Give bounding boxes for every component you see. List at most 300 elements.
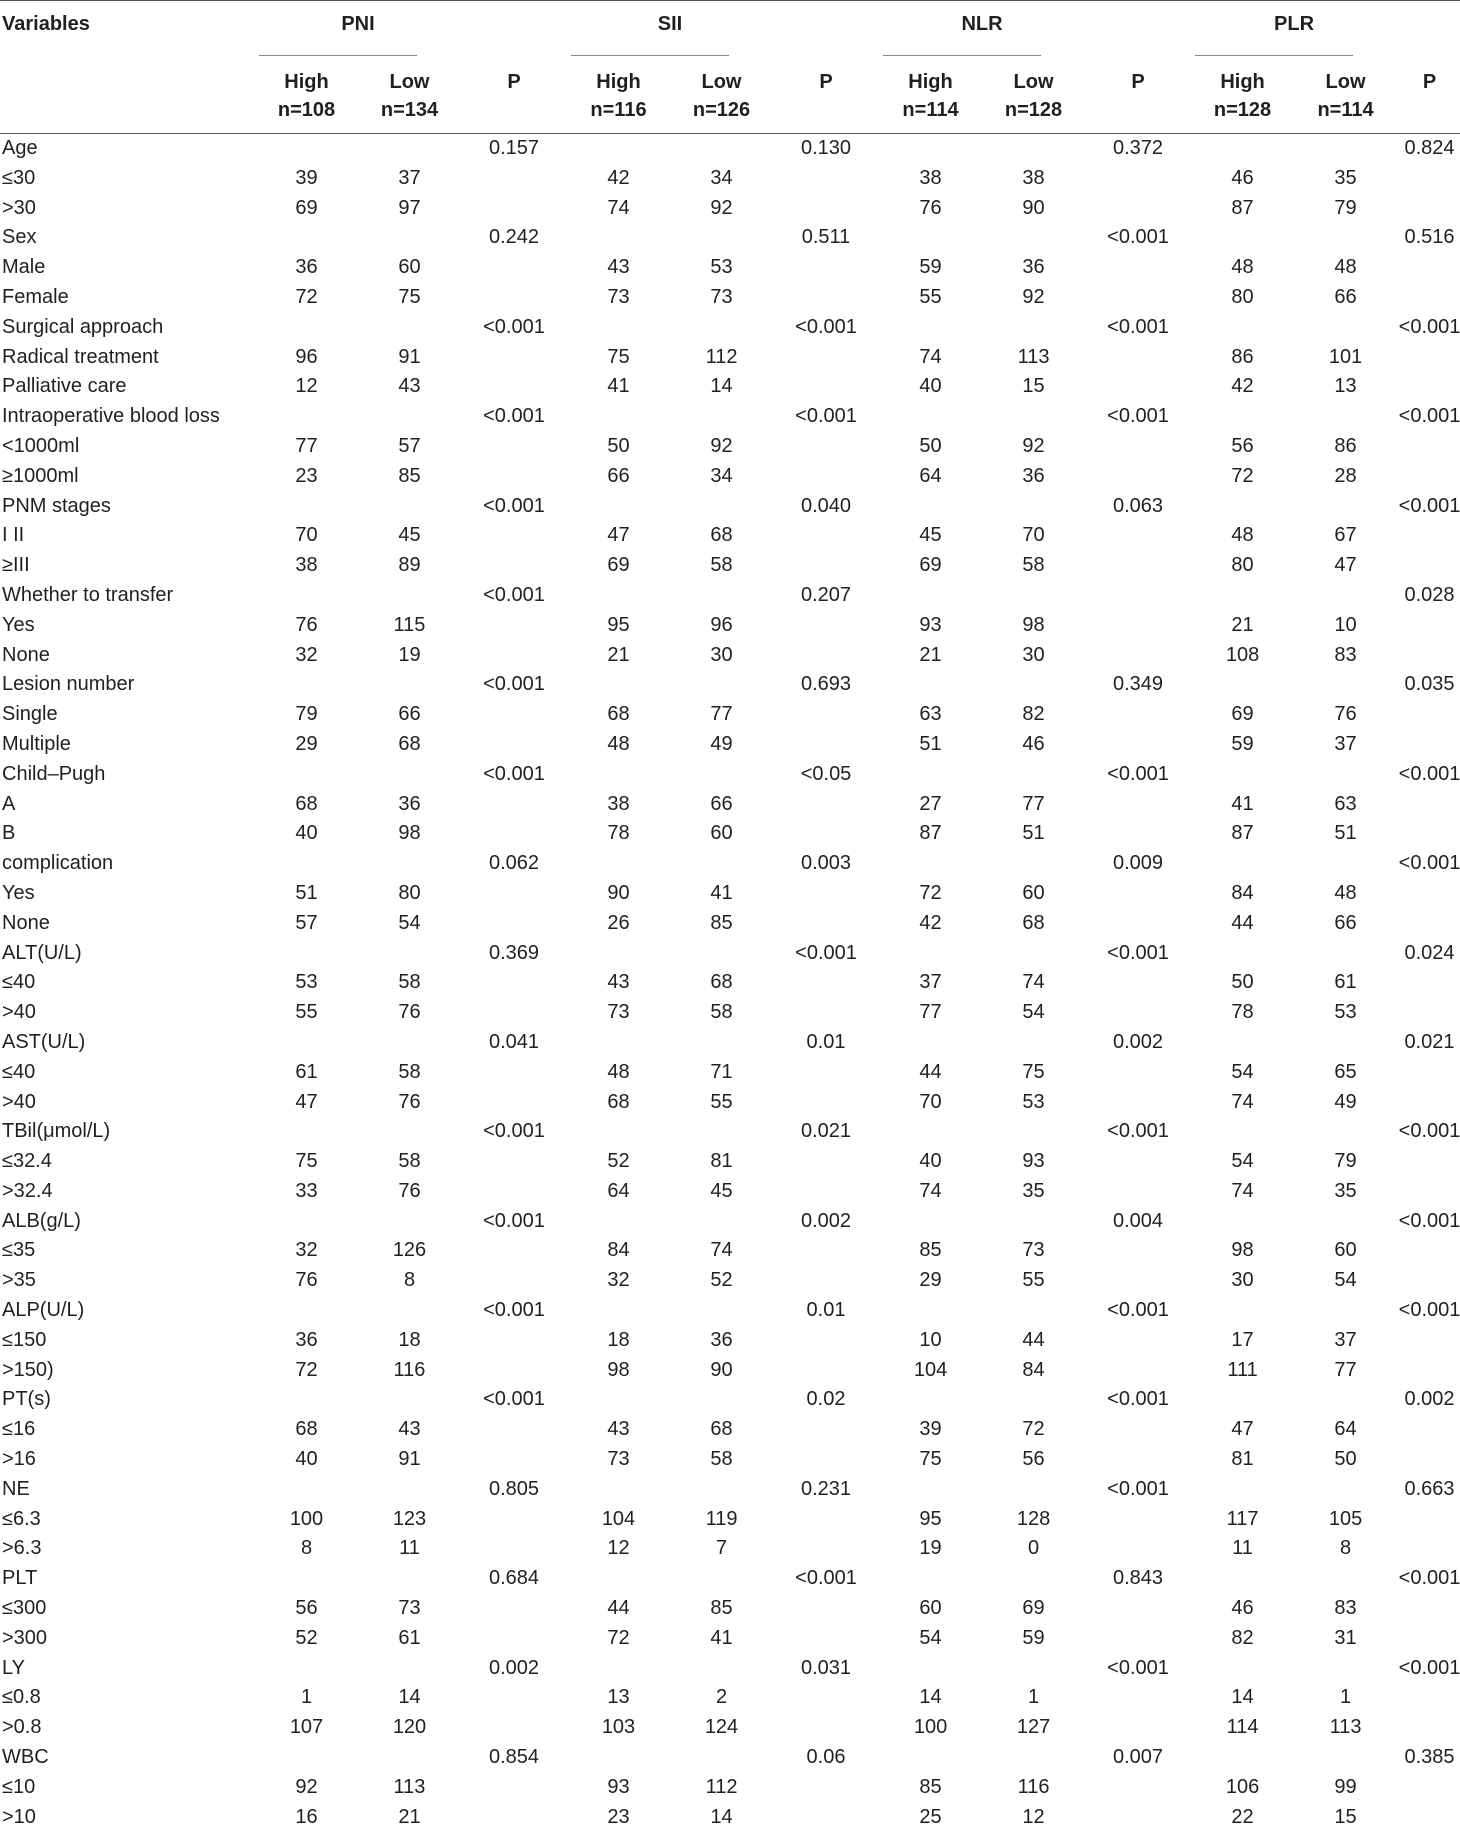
p-value-cell bbox=[1085, 730, 1191, 760]
p-value-cell bbox=[773, 1445, 879, 1475]
count-cell bbox=[567, 939, 670, 969]
p-value-cell bbox=[461, 700, 567, 730]
p-value-cell bbox=[461, 372, 567, 402]
p-value-cell bbox=[1397, 611, 1460, 641]
count-cell: 56 bbox=[1022, 1448, 1045, 1471]
count-cell: 75 bbox=[919, 1448, 942, 1471]
count-cell: 31 bbox=[1334, 1626, 1357, 1649]
count-cell: 108 bbox=[1225, 643, 1260, 666]
p-value-cell: 0.002 bbox=[1404, 1388, 1455, 1411]
table-row bbox=[0, 134, 1460, 164]
p-value-cell: 0.157 bbox=[488, 137, 540, 159]
count-cell: 126 bbox=[392, 1239, 427, 1262]
p-value-cell bbox=[1085, 819, 1191, 849]
count-cell: 21 bbox=[1231, 613, 1254, 636]
count-cell: 119 bbox=[705, 1507, 738, 1530]
count-cell: 54 bbox=[1022, 1001, 1045, 1024]
p-value-cell bbox=[1085, 611, 1191, 641]
count-cell: 95 bbox=[607, 613, 630, 636]
count-cell: 79 bbox=[1334, 1150, 1357, 1173]
count-cell bbox=[567, 1117, 670, 1147]
count-cell: 36 bbox=[398, 792, 421, 815]
count-cell bbox=[982, 223, 1085, 253]
p-value-cell: 0.805 bbox=[488, 1477, 540, 1500]
count-cell: 11 bbox=[399, 1537, 420, 1560]
p-value-cell: <0.001 bbox=[1107, 1656, 1169, 1679]
count-cell: 47 bbox=[295, 1090, 318, 1113]
count-cell bbox=[670, 402, 773, 432]
count-cell: 100 bbox=[289, 1507, 324, 1530]
variable-cell: None bbox=[2, 911, 50, 934]
count-cell: 26 bbox=[607, 911, 630, 934]
variable-cell: Surgical approach bbox=[2, 315, 164, 338]
count-cell bbox=[567, 402, 670, 432]
count-cell bbox=[670, 1296, 773, 1326]
count-cell bbox=[670, 134, 773, 164]
count-cell: 58 bbox=[398, 1150, 421, 1173]
count-cell: 76 bbox=[1334, 703, 1357, 726]
count-cell bbox=[670, 1385, 773, 1415]
count-cell: 83 bbox=[1334, 1597, 1357, 1620]
count-cell bbox=[1294, 492, 1397, 522]
count-cell: 44 bbox=[607, 1597, 630, 1620]
count-cell: 120 bbox=[392, 1716, 427, 1739]
count-cell: 16 bbox=[295, 1805, 318, 1828]
count-cell: 14 bbox=[710, 375, 733, 398]
table-row bbox=[0, 492, 1460, 522]
p-value-cell bbox=[1397, 790, 1460, 820]
p-value-cell: <0.001 bbox=[1398, 1656, 1460, 1679]
p-value-cell bbox=[773, 641, 879, 671]
count-cell: 42 bbox=[1231, 375, 1254, 398]
count-cell bbox=[982, 1654, 1085, 1684]
count-cell: 60 bbox=[1022, 881, 1045, 904]
count-cell bbox=[670, 1743, 773, 1773]
count-cell: 43 bbox=[607, 971, 630, 994]
count-cell: 41 bbox=[710, 1626, 733, 1649]
p-value-cell bbox=[1397, 1177, 1460, 1207]
count-cell: 14 bbox=[710, 1805, 733, 1828]
count-cell: 80 bbox=[1231, 285, 1254, 308]
p-value-cell: <0.001 bbox=[483, 315, 545, 338]
p-value-cell bbox=[1085, 790, 1191, 820]
count-cell: 38 bbox=[1022, 166, 1045, 189]
p-value-cell bbox=[461, 343, 567, 373]
p-value-cell bbox=[1085, 551, 1191, 581]
p-value-cell bbox=[773, 1058, 879, 1088]
count-cell bbox=[982, 1207, 1085, 1237]
count-cell: 68 bbox=[710, 971, 733, 994]
count-cell: 27 bbox=[919, 792, 942, 815]
p-value-cell bbox=[461, 253, 567, 283]
count-cell: 91 bbox=[398, 345, 421, 368]
variable-cell: complication bbox=[2, 852, 114, 875]
count-cell: 85 bbox=[919, 1239, 942, 1262]
count-cell bbox=[358, 1475, 461, 1505]
variable-cell: >40 bbox=[2, 1090, 36, 1113]
count-cell: 72 bbox=[607, 1626, 630, 1649]
count-cell: 75 bbox=[398, 285, 421, 308]
count-cell: 36 bbox=[295, 1328, 318, 1351]
p-value-cell bbox=[773, 909, 879, 939]
variable-cell: PNM stages bbox=[2, 494, 111, 517]
table-row bbox=[0, 1505, 1460, 1535]
count-cell: 113 bbox=[393, 1775, 426, 1798]
count-cell: 32 bbox=[295, 1239, 318, 1262]
variable-cell: ≤40 bbox=[2, 1060, 36, 1083]
count-cell bbox=[1294, 134, 1397, 164]
count-cell bbox=[255, 939, 358, 969]
p-value-cell bbox=[1397, 1415, 1460, 1445]
count-cell bbox=[670, 1654, 773, 1684]
count-cell bbox=[879, 223, 982, 253]
p-value-cell: 0.511 bbox=[801, 226, 851, 249]
p-value-cell: 0.007 bbox=[1113, 1746, 1164, 1769]
p-value-cell: <0.001 bbox=[483, 762, 545, 785]
count-cell bbox=[982, 1117, 1085, 1147]
p-value-cell bbox=[773, 1177, 879, 1207]
variable-cell: Sex bbox=[2, 226, 37, 249]
count-cell bbox=[982, 1564, 1085, 1594]
count-cell: 45 bbox=[710, 1179, 733, 1202]
p-value-cell bbox=[1085, 1773, 1191, 1803]
count-cell: 18 bbox=[607, 1328, 630, 1351]
p-value-cell bbox=[1397, 909, 1460, 939]
p-value-cell: 0.002 bbox=[488, 1656, 540, 1679]
p-value-cell: 0.031 bbox=[800, 1656, 852, 1679]
p-value-cell bbox=[461, 1713, 567, 1743]
count-cell: 64 bbox=[607, 1179, 630, 1202]
table-row bbox=[0, 343, 1460, 373]
p-value-cell: <0.001 bbox=[1398, 494, 1460, 517]
p-value-cell bbox=[1397, 1624, 1460, 1654]
p-value-cell bbox=[461, 879, 567, 909]
p-value-cell bbox=[773, 790, 879, 820]
count-cell: 57 bbox=[295, 911, 318, 934]
table-row bbox=[0, 730, 1460, 760]
p-value-cell: 0.062 bbox=[488, 852, 540, 875]
count-cell: 40 bbox=[295, 822, 318, 845]
count-cell: 76 bbox=[398, 1179, 421, 1202]
count-cell bbox=[1191, 223, 1294, 253]
p-value-cell bbox=[1085, 194, 1191, 224]
count-cell bbox=[358, 1028, 461, 1058]
count-cell: 77 bbox=[919, 1001, 942, 1024]
variable-cell: >40 bbox=[2, 1001, 36, 1024]
table-body bbox=[0, 134, 1460, 1833]
p-value-cell bbox=[1397, 521, 1460, 551]
p-value-cell bbox=[461, 611, 567, 641]
count-cell bbox=[358, 1207, 461, 1237]
variable-cell: >35 bbox=[2, 1269, 36, 1292]
count-cell: 58 bbox=[710, 554, 733, 577]
count-cell: 73 bbox=[607, 1448, 630, 1471]
p-value-cell bbox=[1085, 909, 1191, 939]
count-cell bbox=[358, 492, 461, 522]
variable-cell: ≥III bbox=[2, 554, 30, 577]
count-cell: 33 bbox=[295, 1179, 318, 1202]
count-cell: 13 bbox=[1334, 375, 1357, 398]
count-cell: 66 bbox=[607, 464, 630, 487]
count-cell: 116 bbox=[393, 1358, 426, 1381]
table-row bbox=[0, 1713, 1460, 1743]
count-cell: 11 bbox=[1232, 1537, 1253, 1560]
p-value-cell: 0.369 bbox=[488, 941, 540, 964]
p-value-cell bbox=[773, 1534, 879, 1564]
count-cell bbox=[670, 670, 773, 700]
count-cell: 0 bbox=[1027, 1537, 1040, 1560]
count-cell bbox=[1294, 313, 1397, 343]
count-cell: 115 bbox=[393, 613, 426, 636]
p-value-cell bbox=[1397, 641, 1460, 671]
count-cell bbox=[255, 313, 358, 343]
count-cell: 52 bbox=[710, 1269, 733, 1292]
count-cell: 90 bbox=[1022, 196, 1045, 219]
table-row bbox=[0, 164, 1460, 194]
p-value-cell bbox=[1397, 968, 1460, 998]
count-cell: 72 bbox=[1231, 464, 1254, 487]
variable-cell: >30 bbox=[2, 196, 36, 219]
count-cell: 2 bbox=[715, 1686, 728, 1709]
table-row bbox=[0, 402, 1460, 432]
count-cell bbox=[255, 1028, 358, 1058]
variable-cell: NE bbox=[2, 1477, 30, 1500]
p-value-cell bbox=[461, 1803, 567, 1833]
variable-cell: >10 bbox=[2, 1805, 36, 1828]
p-value-cell: 0.021 bbox=[1404, 1030, 1455, 1053]
count-cell bbox=[1294, 1385, 1397, 1415]
count-cell bbox=[1294, 1028, 1397, 1058]
count-cell bbox=[982, 939, 1085, 969]
table-row bbox=[0, 432, 1460, 462]
count-cell: 12 bbox=[295, 375, 318, 398]
p-value-cell bbox=[461, 1088, 567, 1118]
count-cell: 68 bbox=[398, 732, 421, 755]
count-cell: 43 bbox=[398, 375, 421, 398]
count-cell: 113 bbox=[1329, 1716, 1362, 1739]
table-row bbox=[0, 1028, 1460, 1058]
count-cell bbox=[1191, 1385, 1294, 1415]
count-cell bbox=[879, 760, 982, 790]
count-cell: 53 bbox=[1334, 1001, 1357, 1024]
count-cell bbox=[255, 581, 358, 611]
count-cell bbox=[1191, 1654, 1294, 1684]
count-cell: 92 bbox=[1022, 434, 1045, 457]
count-cell: 105 bbox=[1328, 1507, 1363, 1530]
count-cell bbox=[1294, 1207, 1397, 1237]
variable-cell: AST(U/L) bbox=[2, 1030, 86, 1053]
variable-cell: Palliative care bbox=[2, 375, 127, 398]
count-cell bbox=[255, 223, 358, 253]
count-cell bbox=[670, 939, 773, 969]
count-cell: 89 bbox=[398, 554, 421, 577]
count-cell: 60 bbox=[398, 256, 421, 279]
count-cell: 111 bbox=[1227, 1358, 1258, 1381]
table-row bbox=[0, 1803, 1460, 1833]
subheader-high: High n=114 bbox=[902, 70, 959, 121]
subheader-low: Low n=128 bbox=[1004, 70, 1063, 121]
count-cell bbox=[255, 1654, 358, 1684]
count-cell bbox=[879, 849, 982, 879]
p-value-cell bbox=[1085, 164, 1191, 194]
p-value-cell bbox=[1397, 1594, 1460, 1624]
count-cell: 7 bbox=[715, 1537, 728, 1560]
variable-cell: ≤32.4 bbox=[2, 1150, 52, 1173]
p-value-cell: 0.684 bbox=[488, 1567, 540, 1590]
count-cell: 81 bbox=[1231, 1448, 1254, 1471]
count-cell: 87 bbox=[919, 822, 942, 845]
count-cell: 14 bbox=[919, 1686, 942, 1709]
count-cell: 92 bbox=[710, 434, 733, 457]
count-cell: 68 bbox=[607, 1090, 630, 1113]
table-row bbox=[0, 1475, 1460, 1505]
p-value-cell: 0.002 bbox=[1113, 1030, 1164, 1053]
count-cell: 98 bbox=[1022, 613, 1045, 636]
count-cell: 114 bbox=[1226, 1716, 1259, 1739]
count-cell: 48 bbox=[1334, 881, 1357, 904]
subheader-low: Low n=126 bbox=[692, 70, 751, 121]
variable-cell: ≤0.8 bbox=[2, 1686, 41, 1709]
variable-cell: WBC bbox=[2, 1746, 49, 1769]
table-row bbox=[0, 1356, 1460, 1386]
count-cell bbox=[1294, 939, 1397, 969]
count-cell: 55 bbox=[295, 1001, 318, 1024]
table-row bbox=[0, 879, 1460, 909]
p-value-cell: 0.041 bbox=[488, 1030, 540, 1053]
p-value-cell bbox=[773, 1594, 879, 1624]
p-value-cell: <0.001 bbox=[795, 1567, 857, 1590]
count-cell bbox=[982, 1385, 1085, 1415]
p-value-cell bbox=[461, 909, 567, 939]
count-cell bbox=[255, 1207, 358, 1237]
count-cell: 37 bbox=[398, 166, 421, 189]
count-cell bbox=[567, 849, 670, 879]
variable-cell: >32.4 bbox=[2, 1179, 53, 1202]
p-value-cell bbox=[773, 253, 879, 283]
count-cell: 103 bbox=[601, 1716, 636, 1739]
count-cell bbox=[358, 939, 461, 969]
variable-cell: PT(s) bbox=[2, 1388, 51, 1411]
count-cell: 41 bbox=[1231, 792, 1254, 815]
count-cell: 30 bbox=[710, 643, 733, 666]
count-cell bbox=[1191, 1117, 1294, 1147]
group-underline-pni bbox=[259, 55, 417, 56]
group-underline-plr bbox=[1195, 55, 1353, 56]
count-cell bbox=[1294, 223, 1397, 253]
count-cell: 10 bbox=[919, 1328, 942, 1351]
variable-cell: B bbox=[2, 822, 16, 845]
table-row bbox=[0, 790, 1460, 820]
count-cell: 10 bbox=[1334, 613, 1357, 636]
count-cell: 15 bbox=[1022, 375, 1045, 398]
count-cell bbox=[982, 1743, 1085, 1773]
count-cell: 77 bbox=[710, 703, 733, 726]
count-cell bbox=[982, 760, 1085, 790]
count-cell: 100 bbox=[913, 1716, 948, 1739]
count-cell bbox=[982, 670, 1085, 700]
count-cell bbox=[1191, 670, 1294, 700]
p-value-cell: <0.001 bbox=[1107, 1477, 1169, 1500]
variable-cell: Child–Pugh bbox=[2, 762, 106, 785]
count-cell bbox=[879, 402, 982, 432]
table-row bbox=[0, 1177, 1460, 1207]
count-cell: 82 bbox=[1231, 1626, 1254, 1649]
count-cell: 32 bbox=[295, 643, 318, 666]
p-value-cell bbox=[773, 1236, 879, 1266]
count-cell: 85 bbox=[398, 464, 421, 487]
count-cell: 38 bbox=[295, 554, 318, 577]
count-cell: 59 bbox=[919, 256, 942, 279]
variable-cell: Lesion number bbox=[2, 673, 135, 696]
count-cell: 19 bbox=[919, 1537, 942, 1560]
count-cell bbox=[567, 1207, 670, 1237]
count-cell: 29 bbox=[295, 732, 318, 755]
count-cell bbox=[358, 581, 461, 611]
p-value-cell bbox=[1397, 283, 1460, 313]
p-value-cell bbox=[773, 1266, 879, 1296]
variable-cell: LY bbox=[2, 1656, 25, 1679]
count-cell bbox=[255, 1743, 358, 1773]
count-cell: 1 bbox=[1027, 1686, 1040, 1709]
count-cell: 68 bbox=[1022, 911, 1045, 934]
count-cell bbox=[670, 760, 773, 790]
table-row bbox=[0, 1415, 1460, 1445]
count-cell: 23 bbox=[607, 1805, 630, 1828]
p-value-cell bbox=[1085, 641, 1191, 671]
count-cell: 35 bbox=[1334, 1179, 1357, 1202]
count-cell bbox=[358, 1743, 461, 1773]
count-cell: 86 bbox=[1334, 434, 1357, 457]
count-cell: 76 bbox=[295, 1269, 318, 1292]
table-row bbox=[0, 939, 1460, 969]
p-value-cell bbox=[773, 462, 879, 492]
p-value-cell bbox=[461, 968, 567, 998]
table-row bbox=[0, 849, 1460, 879]
count-cell bbox=[982, 313, 1085, 343]
count-cell: 53 bbox=[295, 971, 318, 994]
p-value-cell: <0.001 bbox=[483, 1120, 545, 1143]
count-cell: 92 bbox=[1022, 285, 1045, 308]
count-cell bbox=[670, 849, 773, 879]
count-cell: 96 bbox=[710, 613, 733, 636]
count-cell: 21 bbox=[607, 643, 630, 666]
variable-cell: Multiple bbox=[2, 732, 71, 755]
variable-cell: ≤16 bbox=[2, 1418, 36, 1441]
table-row bbox=[0, 1624, 1460, 1654]
count-cell: 73 bbox=[1022, 1239, 1045, 1262]
count-cell: 85 bbox=[710, 1597, 733, 1620]
p-value-cell: <0.001 bbox=[1398, 315, 1460, 338]
p-value-cell bbox=[1085, 253, 1191, 283]
count-cell bbox=[982, 134, 1085, 164]
count-cell: 38 bbox=[607, 792, 630, 815]
p-value-cell bbox=[1085, 1147, 1191, 1177]
count-cell bbox=[982, 581, 1085, 611]
table-row bbox=[0, 1654, 1460, 1684]
table-row bbox=[0, 1296, 1460, 1326]
p-value-cell bbox=[1397, 1445, 1460, 1475]
count-cell: 73 bbox=[398, 1597, 421, 1620]
count-cell bbox=[879, 1564, 982, 1594]
count-cell: 56 bbox=[295, 1597, 318, 1620]
count-cell: 75 bbox=[295, 1150, 318, 1173]
variable-cell: A bbox=[2, 792, 16, 815]
count-cell: 8 bbox=[403, 1269, 416, 1292]
count-cell bbox=[358, 849, 461, 879]
table-row bbox=[0, 1743, 1460, 1773]
count-cell: 36 bbox=[1022, 256, 1045, 279]
p-value-cell: 0.021 bbox=[800, 1120, 852, 1143]
